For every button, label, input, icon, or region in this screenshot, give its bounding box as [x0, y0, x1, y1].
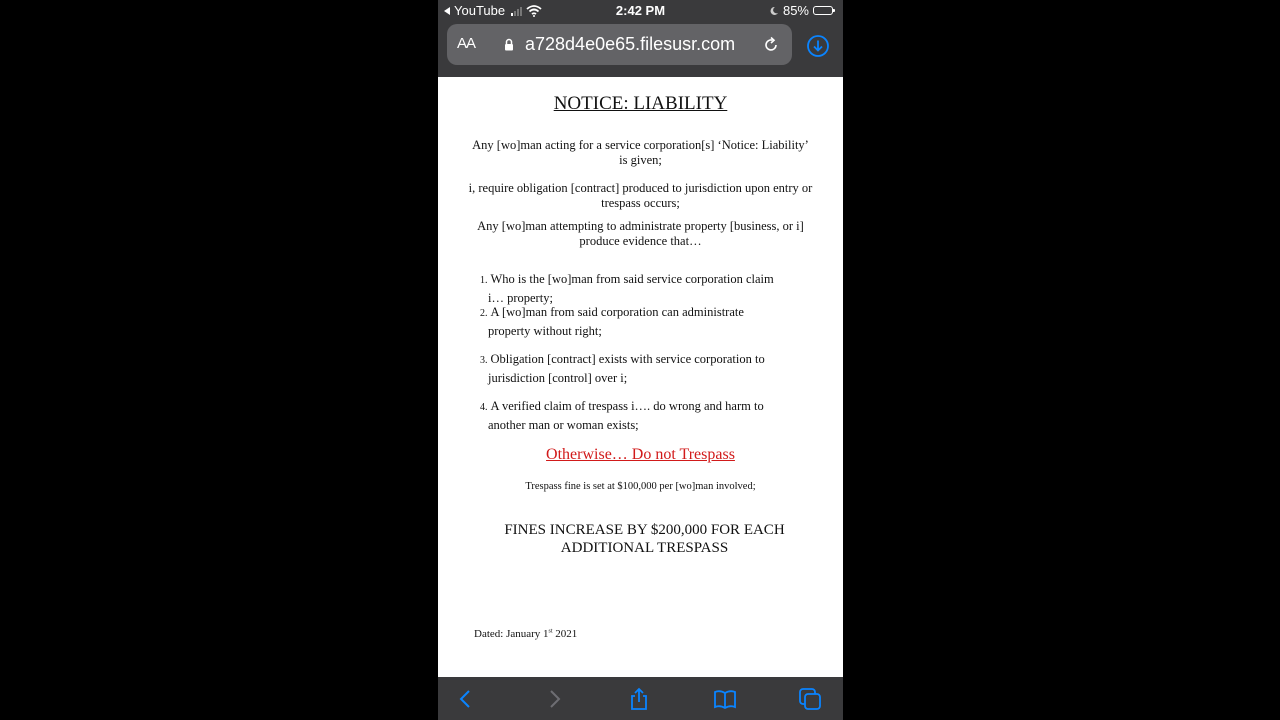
list-text: A verified claim of trespass i…. do wrong and harm to — [490, 399, 764, 413]
list-item — [480, 398, 820, 433]
list-text-continued: i… property; — [488, 290, 553, 305]
chevron-right-icon[interactable] — [542, 687, 566, 711]
paragraph-obligation: i, require obligation [contract] produced to jurisdiction upon entry or trespass occurs; — [468, 181, 813, 210]
battery-percent: 85% — [782, 3, 809, 18]
paragraph-administrate: Any [wo]man attempting to administrate property [business, or i] produce evidence that… — [477, 219, 804, 248]
address-bar[interactable] — [447, 24, 792, 65]
trespass-fine-text: Trespass fine is set at $100,000 per [wo]man involved; — [525, 481, 756, 492]
lock-icon — [504, 38, 514, 51]
status-time: 2:42 PM — [615, 3, 666, 18]
reader-options-button[interactable]: AA — [457, 35, 476, 52]
list-number: 2. — [480, 308, 488, 319]
dated-suffix: st — [548, 628, 553, 635]
list-number: 4. — [480, 402, 488, 413]
list-number: 1. — [480, 275, 488, 286]
list-text: A [wo]man from said corporation can administrate — [490, 305, 744, 319]
list-item — [480, 304, 820, 339]
browser-toolbar — [438, 677, 843, 720]
list-text-continued: property without right; — [488, 323, 602, 338]
fines-increase-text: FINES INCREASE BY $200,000 FOR EACH ADDITIONAL TRESPASS — [504, 522, 785, 556]
list-number: 3. — [480, 355, 488, 366]
list-text-continued: jurisdiction [control] over i; — [488, 370, 628, 385]
dated-year: 2021 — [552, 628, 578, 640]
do-not-trespass-warning: Otherwise… Do not Trespass — [546, 446, 735, 463]
list-item — [480, 271, 820, 306]
moon-icon — [769, 6, 779, 16]
reload-icon[interactable] — [762, 36, 780, 54]
document-page — [438, 77, 843, 677]
back-app-label: YouTube — [454, 3, 506, 18]
dated-line — [474, 628, 577, 640]
document-title: NOTICE: LIABILITY — [553, 93, 728, 114]
status-right — [769, 3, 833, 18]
url-text[interactable]: a728d4e0e65.filesusr.com — [525, 34, 736, 54]
chevron-left-icon[interactable] — [454, 687, 478, 711]
list-text: Obligation [contract] exists with service corporation to — [490, 352, 765, 366]
status-bar — [438, 0, 843, 20]
list-text: Who is the [wo]man from said service corporation claim — [490, 272, 774, 286]
list-text-continued: another man or woman exists; — [488, 417, 639, 432]
share-icon[interactable] — [627, 687, 651, 711]
download-icon[interactable] — [806, 34, 830, 58]
paragraph-notice: Any [wo]man acting for a service corporation[s] ‘Notice: Liability’ is given; — [472, 138, 809, 167]
book-icon[interactable] — [713, 687, 737, 711]
list-item — [480, 351, 820, 386]
tabs-icon[interactable] — [798, 687, 822, 711]
battery-icon — [813, 6, 833, 15]
dated-prefix: Dated: January 1 — [474, 628, 549, 640]
phone-screen — [438, 0, 843, 720]
